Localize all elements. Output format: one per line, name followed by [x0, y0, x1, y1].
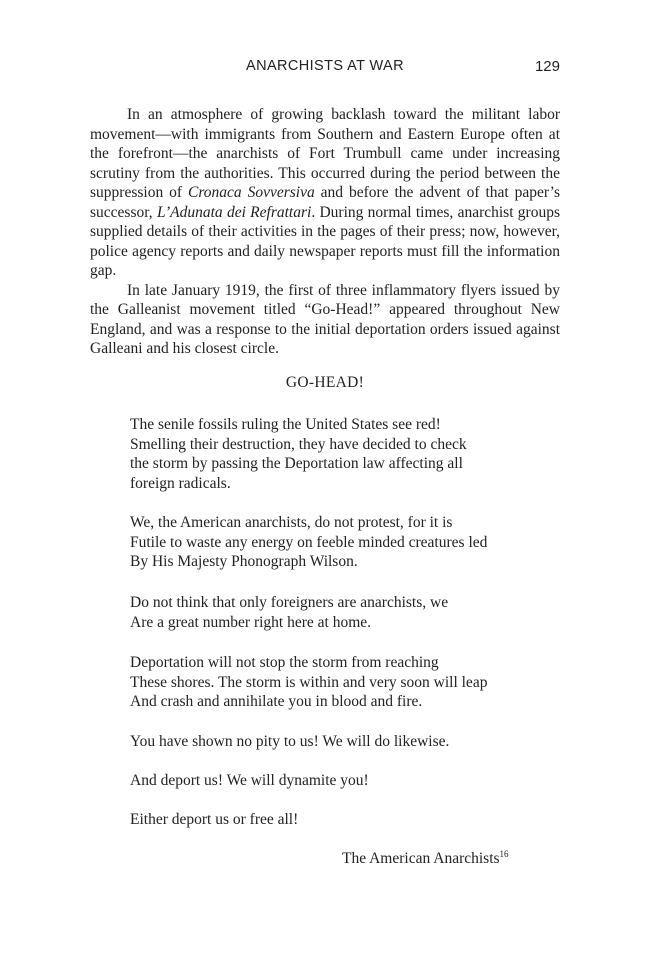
poem-line: You have shown no pity to us! We will do likewise.	[130, 733, 450, 750]
poem-line: the storm by passing the Deportation law affecting all	[130, 455, 463, 472]
poem-line: Deportation will not stop the storm from reaching	[130, 654, 439, 671]
poem-line: Smelling their destruction, they have decided to check	[130, 435, 467, 453]
paragraph-text: and before the advent of that paper’s successor,	[90, 184, 560, 221]
paragraph	[90, 105, 560, 281]
running-head	[90, 58, 560, 80]
poem-title: GO-HEAD!	[285, 374, 365, 391]
poem-line: Futile to waste any energy on feeble minded creatures led	[130, 533, 488, 551]
footnote-marker[interactable]: 16	[499, 848, 509, 859]
poem-signature	[342, 850, 509, 868]
poem-stanza	[130, 415, 467, 493]
poem-stanza	[130, 732, 449, 752]
poem-line: The senile fossils ruling the United States see red!	[130, 416, 441, 433]
paragraph-text: In an atmosphere of growing backlash toward the militant labor movement—with immigrants from Southern and Eastern Europe often at the forefront—the anarchists of Fort Trumbull came under increasing scrutiny from the authorities. This occurred during the period between the suppression of	[90, 106, 560, 201]
italic-title: Cronaca Sovversiva	[187, 184, 315, 201]
poem-line: These shores. The storm is within and very soon will leap	[130, 673, 488, 691]
poem-line: By His Majesty Phonograph Wilson.	[130, 553, 358, 570]
poem-stanza	[130, 513, 487, 572]
poem-line: foreign radicals.	[130, 474, 231, 492]
poem-line: Either deport us or free all!	[130, 811, 299, 828]
poem-stanza	[130, 771, 369, 791]
body-text	[90, 105, 560, 359]
poem-stanza	[130, 653, 487, 712]
paragraph-text: In late January 1919, the first of three inflammatory flyers issued by the Galleanist movement titled “Go-Head!” appeared throughout New England, and was a response to the initial deportation orders issued against Galleani and his closest circle.	[90, 281, 560, 357]
poem-line: And crash and annihilate you in blood and fire.	[130, 693, 423, 710]
poem-stanza	[130, 593, 448, 632]
italic-title: L’Adunata dei Refrattari	[156, 203, 312, 221]
running-title: ANARCHISTS AT WAR	[246, 58, 404, 74]
page-number: 129	[534, 58, 560, 75]
paragraph	[90, 281, 560, 359]
paragraph-text: . During normal times, anarchist groups supplied details of their activities in the pages of their press; now, however, police agency reports and daily newspaper reports must fill the information gap.	[90, 203, 560, 279]
signature-text: The American Anarchists	[342, 850, 500, 867]
poem-line: Are a great number right here at home.	[130, 613, 372, 631]
poem-stanza	[130, 810, 298, 830]
poem-line: Do not think that only foreigners are anarchists, we	[130, 594, 449, 611]
poem-line: And deport us! We will dynamite you!	[130, 772, 369, 789]
poem-line: We, the American anarchists, do not protest, for it is	[130, 514, 453, 531]
